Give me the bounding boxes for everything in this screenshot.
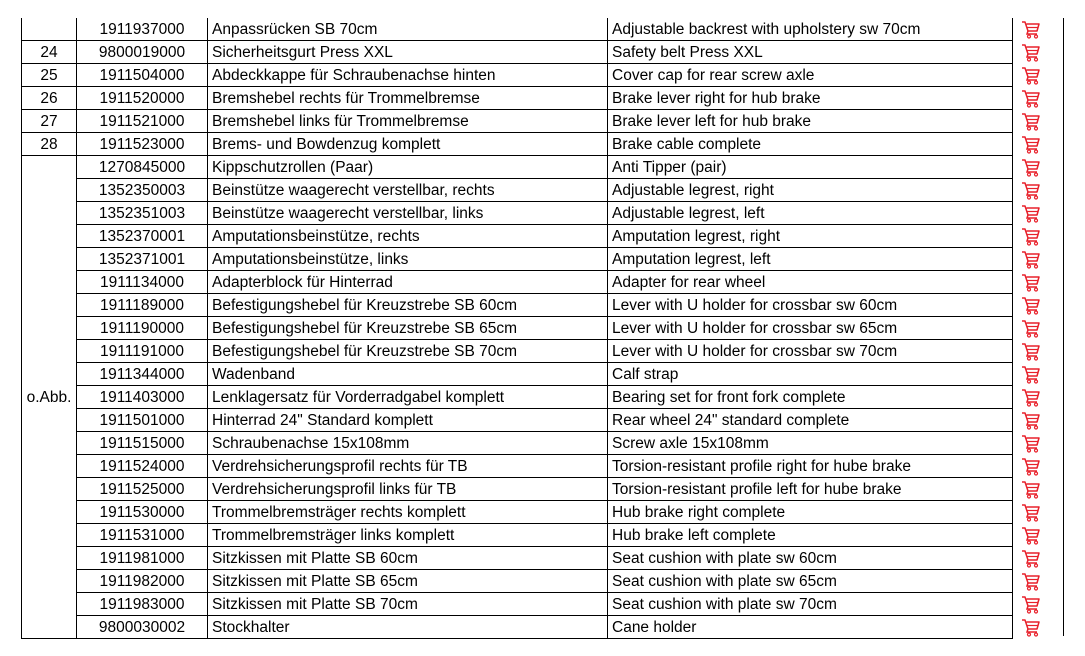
- german-description-cell: Kippschutzrollen (Paar): [208, 156, 608, 179]
- add-to-cart-cell: [1013, 547, 1050, 570]
- position-cell: 26: [22, 87, 77, 110]
- article-number-cell: 1911981000: [77, 547, 208, 570]
- article-number-cell: 1911515000: [77, 432, 208, 455]
- add-to-cart-cell: [1013, 64, 1050, 87]
- german-description-cell: Verdrehsicherungsprofil rechts für TB: [208, 455, 608, 478]
- shopping-cart-icon[interactable]: [1021, 526, 1041, 545]
- article-number-cell: 1911190000: [77, 317, 208, 340]
- table-row: [22, 110, 1050, 133]
- add-to-cart-cell: [1013, 271, 1050, 294]
- shopping-cart-icon[interactable]: [1021, 273, 1041, 292]
- english-description-cell: Cover cap for rear screw axle: [608, 64, 1013, 87]
- add-to-cart-cell: [1013, 248, 1050, 271]
- german-description-cell: Anpassrücken SB 70cm: [208, 18, 608, 41]
- german-description-cell: Amputationsbeinstütze, links: [208, 248, 608, 271]
- shopping-cart-icon[interactable]: [1021, 112, 1041, 131]
- add-to-cart-cell: [1013, 616, 1050, 639]
- article-number-cell: 1911520000: [77, 87, 208, 110]
- add-to-cart-cell: [1013, 18, 1050, 41]
- article-number-cell: 1911191000: [77, 340, 208, 363]
- english-description-cell: Adjustable backrest with upholstery sw 70cm: [608, 18, 1013, 41]
- position-cell: 27: [22, 110, 77, 133]
- english-description-cell: Seat cushion with plate sw 65cm: [608, 570, 1013, 593]
- article-number-cell: 1911403000: [77, 386, 208, 409]
- add-to-cart-cell: [1013, 409, 1050, 432]
- shopping-cart-icon[interactable]: [1021, 20, 1041, 39]
- english-description-cell: Bearing set for front fork complete: [608, 386, 1013, 409]
- table-row: [22, 317, 1050, 340]
- german-description-cell: Sicherheitsgurt Press XXL: [208, 41, 608, 64]
- english-description-cell: Torsion-resistant profile right for hube brake: [608, 455, 1013, 478]
- english-description-cell: Amputation legrest, right: [608, 225, 1013, 248]
- parts-table: [21, 18, 1050, 639]
- add-to-cart-cell: [1013, 455, 1050, 478]
- add-to-cart-cell: [1013, 41, 1050, 64]
- table-row: [22, 386, 1050, 409]
- english-description-cell: Screw axle 15x108mm: [608, 432, 1013, 455]
- german-description-cell: Befestigungshebel für Kreuzstrebe SB 65cm: [208, 317, 608, 340]
- article-number-cell: 9800019000: [77, 41, 208, 64]
- shopping-cart-icon[interactable]: [1021, 181, 1041, 200]
- german-description-cell: Beinstütze waagerecht verstellbar, links: [208, 202, 608, 225]
- table-row: [22, 179, 1050, 202]
- shopping-cart-icon[interactable]: [1021, 204, 1041, 223]
- position-cell: 25: [22, 64, 77, 87]
- article-number-cell: 1911530000: [77, 501, 208, 524]
- article-number-cell: 1352371001: [77, 248, 208, 271]
- table-row: [22, 524, 1050, 547]
- table-row: [22, 294, 1050, 317]
- german-description-cell: Sitzkissen mit Platte SB 65cm: [208, 570, 608, 593]
- english-description-cell: Anti Tipper (pair): [608, 156, 1013, 179]
- article-number-cell: 1911983000: [77, 593, 208, 616]
- add-to-cart-cell: [1013, 501, 1050, 524]
- german-description-cell: Verdrehsicherungsprofil links für TB: [208, 478, 608, 501]
- table-row: [22, 478, 1050, 501]
- english-description-cell: Seat cushion with plate sw 70cm: [608, 593, 1013, 616]
- article-number-cell: 1911523000: [77, 133, 208, 156]
- table-row: [22, 87, 1050, 110]
- english-description-cell: Hub brake right complete: [608, 501, 1013, 524]
- english-description-cell: Calf strap: [608, 363, 1013, 386]
- add-to-cart-cell: [1013, 593, 1050, 616]
- add-to-cart-cell: [1013, 202, 1050, 225]
- english-description-cell: Lever with U holder for crossbar sw 70cm: [608, 340, 1013, 363]
- add-to-cart-cell: [1013, 478, 1050, 501]
- article-number-cell: 1911521000: [77, 110, 208, 133]
- german-description-cell: Stockhalter: [208, 616, 608, 639]
- german-description-cell: Brems- und Bowdenzug komplett: [208, 133, 608, 156]
- add-to-cart-cell: [1013, 110, 1050, 133]
- table-row: [22, 455, 1050, 478]
- table-row: [22, 64, 1050, 87]
- english-description-cell: Brake cable complete: [608, 133, 1013, 156]
- english-description-cell: Amputation legrest, left: [608, 248, 1013, 271]
- table-row: [22, 340, 1050, 363]
- table-row: [22, 432, 1050, 455]
- table-row: [22, 616, 1050, 639]
- shopping-cart-icon[interactable]: [1021, 296, 1041, 315]
- article-number-cell: 1352350003: [77, 179, 208, 202]
- english-description-cell: Rear wheel 24" standard complete: [608, 409, 1013, 432]
- article-number-cell: 1911937000: [77, 18, 208, 41]
- table-row: [22, 570, 1050, 593]
- german-description-cell: Adapterblock für Hinterrad: [208, 271, 608, 294]
- article-number-cell: 1911525000: [77, 478, 208, 501]
- table-row: [22, 202, 1050, 225]
- shopping-cart-icon[interactable]: [1021, 434, 1041, 453]
- add-to-cart-cell: [1013, 294, 1050, 317]
- shopping-cart-icon[interactable]: [1021, 227, 1041, 246]
- german-description-cell: Trommelbremsträger rechts komplett: [208, 501, 608, 524]
- add-to-cart-cell: [1013, 133, 1050, 156]
- english-description-cell: Torsion-resistant profile left for hube brake: [608, 478, 1013, 501]
- shopping-cart-icon[interactable]: [1021, 480, 1041, 499]
- shopping-cart-icon[interactable]: [1021, 43, 1041, 62]
- table-row: [22, 409, 1050, 432]
- group-label-cell: o.Abb.: [22, 156, 77, 639]
- table-row: [22, 593, 1050, 616]
- english-description-cell: Brake lever left for hub brake: [608, 110, 1013, 133]
- german-description-cell: Befestigungshebel für Kreuzstrebe SB 60cm: [208, 294, 608, 317]
- table-row: [22, 271, 1050, 294]
- table-row: [22, 156, 1050, 179]
- table-row: [22, 547, 1050, 570]
- shopping-cart-icon[interactable]: [1021, 388, 1041, 407]
- position-cell: 24: [22, 41, 77, 64]
- shopping-cart-icon[interactable]: [1021, 66, 1041, 85]
- article-number-cell: 1352370001: [77, 225, 208, 248]
- add-to-cart-cell: [1013, 432, 1050, 455]
- shopping-cart-icon[interactable]: [1021, 319, 1041, 338]
- article-number-cell: 1911982000: [77, 570, 208, 593]
- table-row: [22, 501, 1050, 524]
- german-description-cell: Schraubenachse 15x108mm: [208, 432, 608, 455]
- english-description-cell: Lever with U holder for crossbar sw 60cm: [608, 294, 1013, 317]
- german-description-cell: Amputationsbeinstütze, rechts: [208, 225, 608, 248]
- shopping-cart-icon[interactable]: [1021, 457, 1041, 476]
- add-to-cart-cell: [1013, 363, 1050, 386]
- shopping-cart-icon[interactable]: [1021, 503, 1041, 522]
- english-description-cell: Adapter for rear wheel: [608, 271, 1013, 294]
- table-row: [22, 18, 1050, 41]
- table-row: [22, 41, 1050, 64]
- position-cell: [22, 18, 77, 41]
- english-description-cell: Seat cushion with plate sw 60cm: [608, 547, 1013, 570]
- german-description-cell: Bremshebel rechts für Trommelbremse: [208, 87, 608, 110]
- table-row: [22, 225, 1050, 248]
- english-description-cell: Safety belt Press XXL: [608, 41, 1013, 64]
- german-description-cell: Bremshebel links für Trommelbremse: [208, 110, 608, 133]
- german-description-cell: Lenklagersatz für Vorderradgabel komplett: [208, 386, 608, 409]
- shopping-cart-icon[interactable]: [1021, 158, 1041, 177]
- shopping-cart-icon[interactable]: [1021, 411, 1041, 430]
- position-cell: 28: [22, 133, 77, 156]
- german-description-cell: Abdeckkappe für Schraubenachse hinten: [208, 64, 608, 87]
- shopping-cart-icon[interactable]: [1021, 89, 1041, 108]
- english-description-cell: Hub brake left complete: [608, 524, 1013, 547]
- article-number-cell: 1911531000: [77, 524, 208, 547]
- article-number-cell: 1270845000: [77, 156, 208, 179]
- table-row: [22, 248, 1050, 271]
- article-number-cell: 1911134000: [77, 271, 208, 294]
- table-row: [22, 363, 1050, 386]
- add-to-cart-cell: [1013, 340, 1050, 363]
- english-description-cell: Brake lever right for hub brake: [608, 87, 1013, 110]
- shopping-cart-icon[interactable]: [1021, 595, 1041, 614]
- shopping-cart-icon[interactable]: [1021, 250, 1041, 269]
- german-description-cell: Trommelbremsträger links komplett: [208, 524, 608, 547]
- add-to-cart-cell: [1013, 386, 1050, 409]
- add-to-cart-cell: [1013, 156, 1050, 179]
- add-to-cart-cell: [1013, 225, 1050, 248]
- add-to-cart-cell: [1013, 570, 1050, 593]
- article-number-cell: 1352351003: [77, 202, 208, 225]
- add-to-cart-cell: [1013, 317, 1050, 340]
- table-row: [22, 133, 1050, 156]
- right-border-line: [1063, 18, 1064, 636]
- german-description-cell: Beinstütze waagerecht verstellbar, rechts: [208, 179, 608, 202]
- add-to-cart-cell: [1013, 179, 1050, 202]
- german-description-cell: Sitzkissen mit Platte SB 60cm: [208, 547, 608, 570]
- shopping-cart-icon[interactable]: [1021, 135, 1041, 154]
- article-number-cell: 1911344000: [77, 363, 208, 386]
- article-number-cell: 1911189000: [77, 294, 208, 317]
- shopping-cart-icon[interactable]: [1021, 572, 1041, 591]
- english-description-cell: Adjustable legrest, left: [608, 202, 1013, 225]
- article-number-cell: 1911524000: [77, 455, 208, 478]
- german-description-cell: Wadenband: [208, 363, 608, 386]
- shopping-cart-icon[interactable]: [1021, 342, 1041, 361]
- add-to-cart-cell: [1013, 524, 1050, 547]
- german-description-cell: Sitzkissen mit Platte SB 70cm: [208, 593, 608, 616]
- shopping-cart-icon[interactable]: [1021, 618, 1041, 637]
- parts-table-body: [22, 18, 1050, 639]
- german-description-cell: Befestigungshebel für Kreuzstrebe SB 70cm: [208, 340, 608, 363]
- shopping-cart-icon[interactable]: [1021, 549, 1041, 568]
- english-description-cell: Cane holder: [608, 616, 1013, 639]
- add-to-cart-cell: [1013, 87, 1050, 110]
- shopping-cart-icon[interactable]: [1021, 365, 1041, 384]
- article-number-cell: 9800030002: [77, 616, 208, 639]
- german-description-cell: Hinterrad 24" Standard komplett: [208, 409, 608, 432]
- article-number-cell: 1911504000: [77, 64, 208, 87]
- english-description-cell: Lever with U holder for crossbar sw 65cm: [608, 317, 1013, 340]
- article-number-cell: 1911501000: [77, 409, 208, 432]
- english-description-cell: Adjustable legrest, right: [608, 179, 1013, 202]
